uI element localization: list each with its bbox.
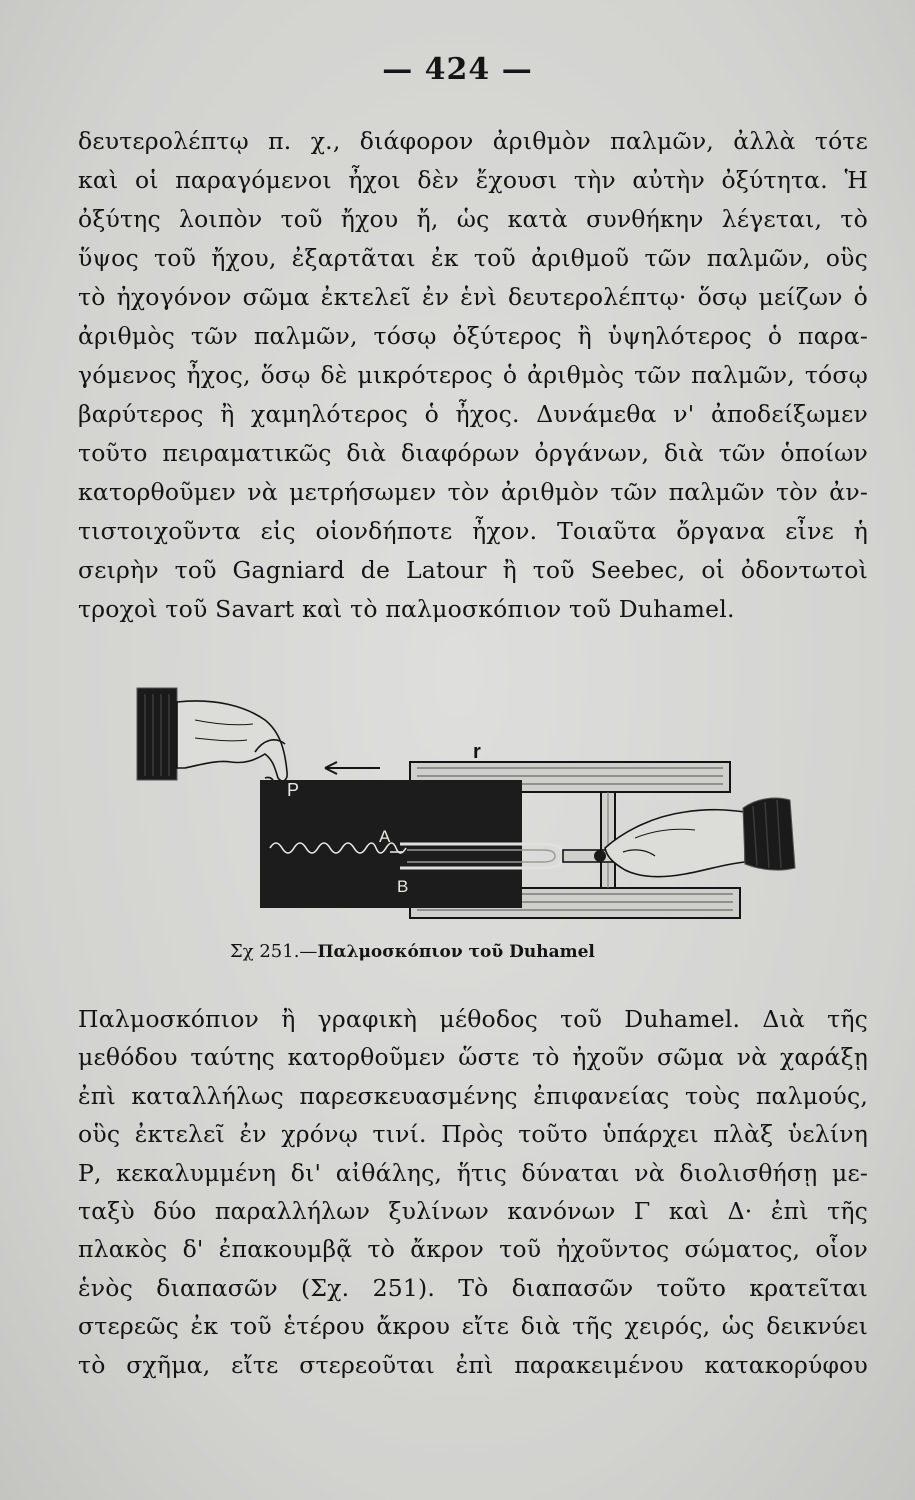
text-line: σειρὴν τοῦ Gagniard de Latour ἢ τοῦ Seebec, οἱ ὀδοντωτοὶ bbox=[78, 556, 868, 584]
text-line: οὓς ἐκτελεῖ ἐν χρόνῳ τινί. Πρὸς τοῦτο ὑπάρχει πλὰξ ὑελίνη bbox=[78, 1120, 868, 1149]
right-cuff bbox=[743, 798, 795, 870]
text-line: ἐπὶ καταλλήλως παρεσκευασμένης ἐπιφανείας τοὺς παλμούς, bbox=[78, 1081, 868, 1110]
right-hand bbox=[605, 810, 745, 877]
text-line: μεθόδου ταύτης κατορθοῦμεν ὥστε τὸ ἠχοῦν σῶμα νὰ χαράξῃ bbox=[78, 1043, 868, 1072]
text-line: τὸ σχῆμα, εἴτε στερεοῦται ἐπὶ παρακειμένου κατακορύφου bbox=[78, 1350, 868, 1379]
page-number: — 424 — bbox=[382, 52, 533, 87]
text-line: τὸ ἠχογόνον σῶμα ἐκτελεῖ ἐν ἑνὶ δευτερολέπτῳ· ὅσῳ μείζων ὁ bbox=[78, 283, 868, 311]
figure-title: Παλμοσκόπιον τοῦ Duhamel bbox=[317, 942, 595, 962]
paragraph-2 bbox=[78, 1000, 868, 1384]
text-line: ὕψος τοῦ ἤχου, ἐξαρτᾶται ἐκ τοῦ ἀριθμοῦ τῶν παλμῶν, οὓς bbox=[78, 244, 868, 272]
text-line: ὀξύτης λοιπὸν τοῦ ἤχου ἤ, ὡς κατὰ συνθήκην λέγεται, τὸ bbox=[78, 205, 868, 233]
text-line: ἀριθμὸς τῶν παλμῶν, τόσῳ ὀξύτερος ἢ ὑψηλότερος ὁ παρα- bbox=[78, 322, 868, 350]
text-line: ταξὺ δύο παραλλήλων ξυλίνων κανόνων Γ καὶ Δ· ἐπὶ τῆς bbox=[78, 1196, 868, 1225]
text-line: κατορθοῦμεν νὰ μετρήσωμεν τὸν ἀριθμὸν τῶν παλμῶν τὸν ἀν- bbox=[78, 478, 868, 506]
label-a: A bbox=[379, 827, 391, 846]
paragraph-1 bbox=[78, 122, 868, 629]
text-line: βαρύτερος ἢ χαμηλότερος ὁ ἦχος. Δυνάμεθα ν' ἀποδείξωμεν bbox=[78, 400, 868, 428]
label-b: B bbox=[397, 877, 409, 896]
motion-arrow bbox=[325, 762, 380, 774]
figure-number: Σχ 251.— bbox=[230, 941, 318, 962]
text-line: στερεῶς ἐκ τοῦ ἑτέρου ἄκρου εἴτε διὰ τῆς χειρός, ὡς δεικνύει bbox=[78, 1312, 868, 1341]
text-line: δευτερολέπτῳ π. χ., διάφορον ἀριθμὸν παλμῶν, ἀλλὰ τότε bbox=[78, 127, 868, 155]
text-line: τοῦτο πειραματικῶς διὰ διαφόρων ὀργάνων, διὰ τῶν ὁποίων bbox=[78, 439, 868, 467]
figure-caption bbox=[230, 940, 710, 962]
duhamel-vibroscope-illustration bbox=[135, 680, 800, 930]
text-line: πλακὸς δ' ἐπακουμβᾷ τὸ ἄκρον τοῦ ἠχοῦντος σώματος, οἷον bbox=[78, 1235, 868, 1264]
label-r: r bbox=[473, 741, 481, 763]
text-line: τροχοὶ τοῦ Savart καὶ τὸ παλμοσκόπιον τοῦ Duhamel. bbox=[78, 595, 735, 623]
left-hand bbox=[177, 701, 287, 790]
text-line: γόμενος ἦχος, ὅσῳ δὲ μικρότερος ὁ ἀριθμὸς τῶν παλμῶν, τόσῳ bbox=[78, 361, 868, 389]
text-line: Ρ, κεκαλυμμένη δι' αἰθάλης, ἥτις δύναται νὰ διολισθήσῃ με- bbox=[78, 1158, 868, 1187]
text-line: ἑνὸς διαπασῶν (Σχ. 251). Τὸ διαπασῶν τοῦτο κρατεῖται bbox=[78, 1273, 868, 1302]
text-line: καὶ οἱ παραγόμενοι ἦχοι δὲν ἔχουσι τὴν αὐτὴν ὀξύτητα. Ἡ bbox=[78, 166, 868, 194]
label-p: P bbox=[287, 780, 300, 800]
text-line: τιστοιχοῦντα εἰς οἱονδήποτε ἦχον. Τοιαῦτα ὄργανα εἶνε ἡ bbox=[78, 517, 868, 545]
left-cuff bbox=[137, 688, 177, 780]
text-line: Παλμοσκόπιον ἢ γραφικὴ μέθοδος τοῦ Duhamel. Διὰ τῆς bbox=[78, 1005, 868, 1033]
frame-posts bbox=[601, 792, 615, 888]
